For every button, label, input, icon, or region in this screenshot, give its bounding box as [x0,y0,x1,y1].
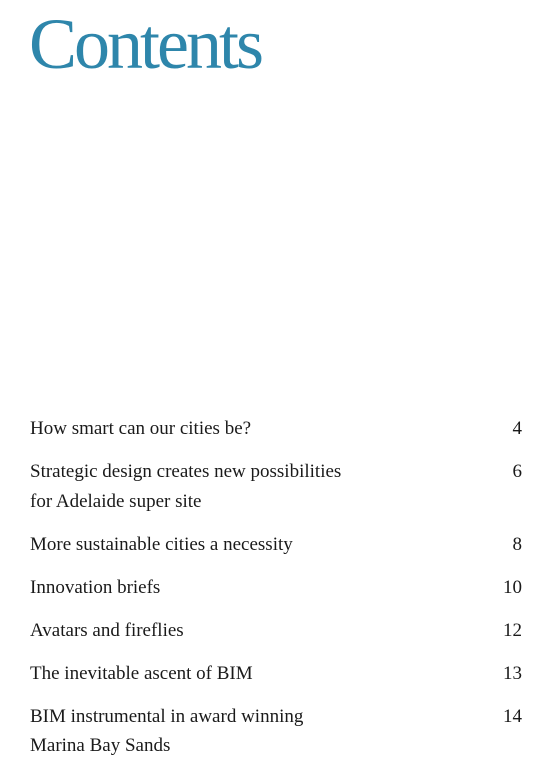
toc-entry-page: 4 [512,418,522,439]
toc-entry-page: 6 [512,461,522,482]
toc-entry[interactable] [30,702,522,761]
toc-entry-title: Avatars and fireflies [30,619,184,641]
toc-entry[interactable] [30,616,522,646]
toc-entry-page: 8 [512,533,522,555]
toc-entry-title: BIM instrumental in award winning Marina Bay Sands [30,705,304,756]
toc-entry-title: The inevitable ascent of BIM [30,662,253,684]
toc-entry[interactable] [30,414,522,444]
toc-entry[interactable] [30,573,522,603]
toc-entry-page: 10 [503,576,522,598]
toc-entry-title: Strategic design creates new possibilities for Adelaide super site [30,461,342,512]
toc-entry[interactable] [30,659,522,689]
table-of-contents [30,414,522,774]
toc-entry[interactable] [30,457,522,516]
toc-entry-title: How smart can our cities be? [30,418,252,439]
toc-entry-page: 13 [503,662,522,684]
toc-entry[interactable] [30,530,522,560]
toc-entry-title: Innovation briefs [30,576,161,598]
page-title: Contents [29,4,262,84]
toc-entry-page: 14 [503,705,522,727]
toc-entry-page: 12 [503,619,522,641]
toc-entry-title: More sustainable cities a necessity [30,533,293,555]
